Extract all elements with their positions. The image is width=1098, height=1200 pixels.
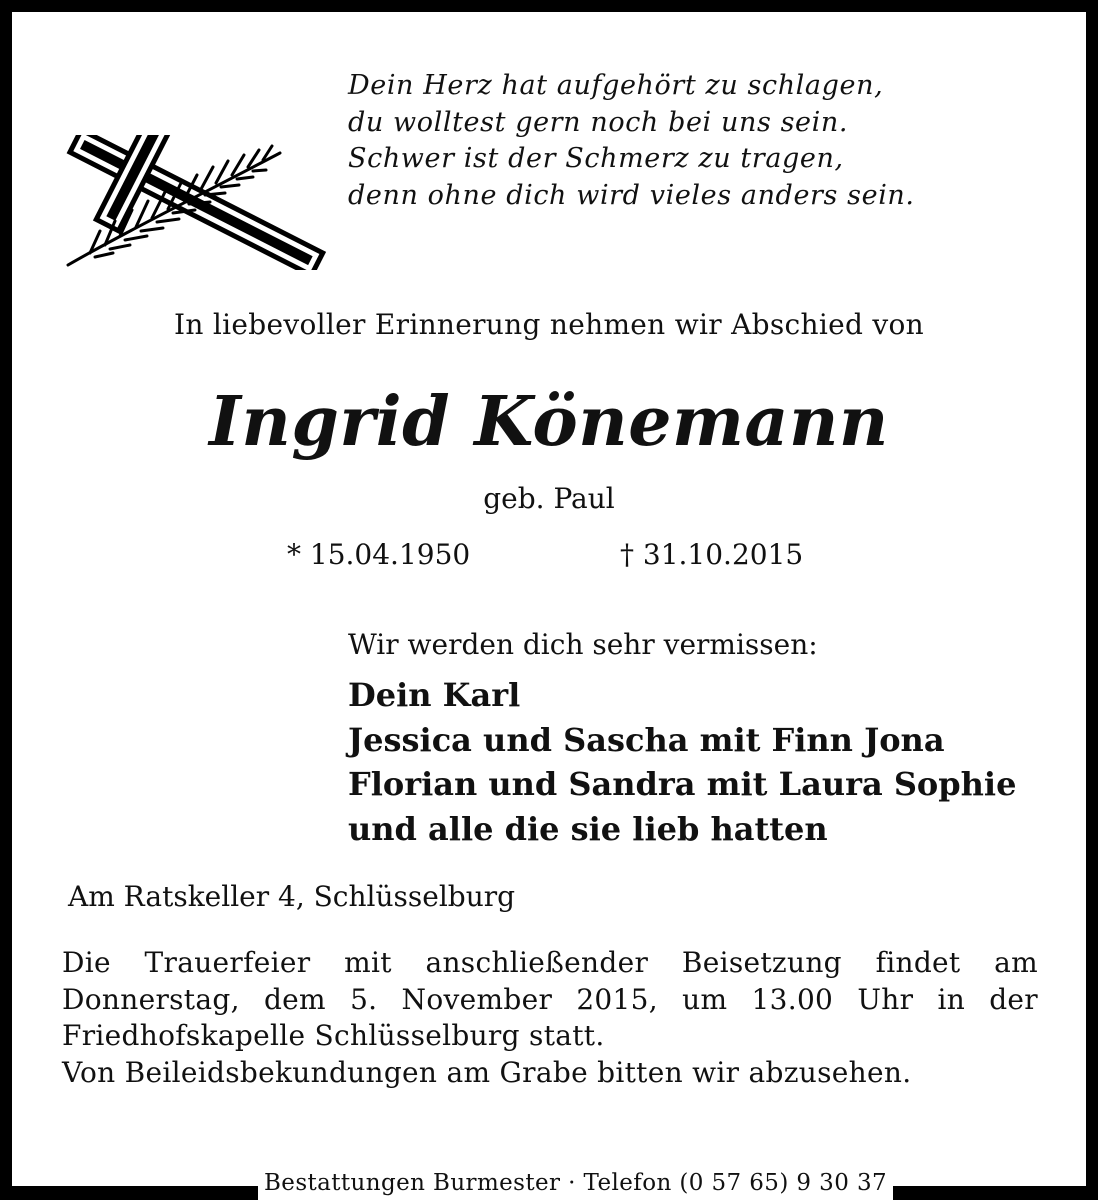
mourner-name: Jessica und Sascha mit Finn Jona bbox=[348, 720, 945, 759]
death-date: † 31.10.2015 bbox=[620, 538, 804, 571]
poem-line: du wolltest gern noch bei uns sein. bbox=[348, 106, 849, 138]
poem-line: Dein Herz hat aufgehört zu schlagen, bbox=[348, 70, 884, 101]
mourner-name: Dein Karl bbox=[348, 676, 521, 714]
notice-line: Die Trauerfeier mit anschließender Beisetzung findet am bbox=[62, 946, 1038, 979]
notice-line: Friedhofskapelle Schlüsselburg statt. bbox=[62, 1019, 605, 1052]
deceased-name: Ingrid Könemann bbox=[209, 382, 889, 462]
intro-text: In liebevoller Erinnerung nehmen wir Abschied von bbox=[174, 308, 924, 341]
address: Am Ratskeller 4, Schlüsselburg bbox=[68, 880, 516, 913]
poem-line: denn ohne dich wird vieles anders sein. bbox=[348, 179, 915, 211]
cross-with-palm-branch-icon bbox=[50, 135, 340, 270]
poem bbox=[348, 68, 1048, 214]
mourner-name: und alle die sie lieb hatten bbox=[348, 809, 828, 848]
maiden-name: geb. Paul bbox=[483, 482, 615, 515]
mourner-name: Florian und Sandra mit Laura Sophie bbox=[348, 765, 1017, 803]
notice-line: Donnerstag, dem 5. November 2015, um 13.00 Uhr in der bbox=[62, 982, 1038, 1016]
mourners-list bbox=[348, 673, 1016, 851]
mourners-heading: Wir werden dich sehr vermissen: bbox=[348, 628, 818, 661]
funeral-home-footer: Bestattungen Burmester · Telefon (0 57 65) 9 30 37 bbox=[258, 1168, 893, 1200]
poem-line: Schwer ist der Schmerz zu tragen, bbox=[348, 143, 844, 174]
birth-date: * 15.04.1950 bbox=[287, 538, 471, 571]
funeral-notice bbox=[62, 945, 1038, 1091]
notice-line: Von Beileidsbekundungen am Grabe bitten wir abzusehen. bbox=[62, 1055, 912, 1089]
